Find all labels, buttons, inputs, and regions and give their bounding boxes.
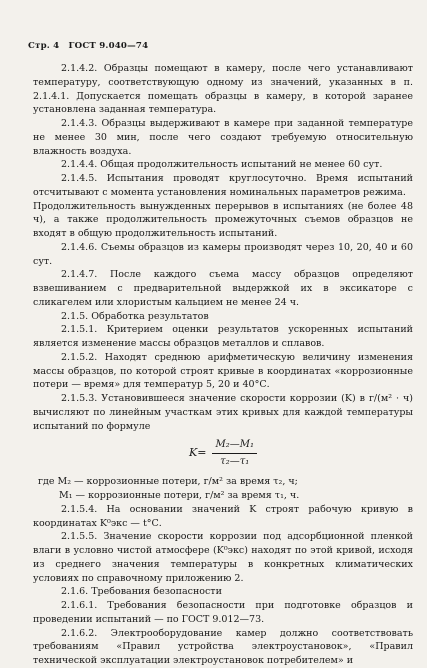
section-heading: 2.1.5. Обработка результатов <box>61 310 209 322</box>
rate-formula <box>33 435 413 471</box>
body-text <box>33 62 413 668</box>
paragraph: 2.1.6.2. Электрооборудование камер должно соответствовать требованиям «Правил устройства электроустановок», «Правил технической эксплуатации электроустановок потребителем» и <box>33 627 413 666</box>
formula-fraction <box>212 438 257 469</box>
paragraph: 2.1.5.1. Критерием оценки результатов ускоренных испытаний является изменение массы образцов металлов и сплавов. <box>33 324 413 349</box>
paragraph: 2.1.5.2. Находят среднюю арифметическую величину изменения массы образцов, по которой строят кривые в координатах «коррозионные потери — время» для температур 5, 20 и 40°С. <box>33 351 413 391</box>
paragraph: 2.1.6.1. Требования безопасности при подготовке образцов и проведении испытаний — по ГОСТ 9.012—73. <box>33 600 413 625</box>
paragraph: 2.1.5.3. Установившееся значение скорости коррозии (K) в г/(м² · ч) вычисляют по линейным участкам этих кривых для каждой температуры испытаний по формуле <box>33 393 413 432</box>
definition-line: где M₂ — коррозионные потери, г/м² за время τ₂, ч; <box>38 476 298 488</box>
paragraph: 2.1.5.5. Значение скорости коррозии под адсорбционной пленкой влаги в условно чистой атмосфере (K⁰экс) находят по этой кривой, исходя из среднего значения температуры в конкретных климатических условиях по справочному приложению 2. <box>33 531 413 584</box>
paragraph: 2.1.4.3. Образцы выдерживают в камере при заданной температуре не менее 30 мин, после чего создают требуемую относительную влажность воздуха. <box>33 118 413 157</box>
paragraph: 2.1.4.2. Образцы помещают в камеру, после чего устанавливают температуру, соответствующую одному из значений, указанных в п. 2.1.4.1. Допускается помещать образцы в камеру, в которой заранее установлена заданная температура. <box>33 63 413 116</box>
paragraph: 2.1.4.7. После каждого съема массу образцов определяют взвешиванием с предварительной выдержкой их в эксикаторе с сликагелем или хлористым кальцием не менее 24 ч. <box>33 269 413 308</box>
formula-lhs: K= <box>189 446 207 460</box>
formula-denominator: τ₂—τ₁ <box>220 455 250 467</box>
section-heading: 2.1.6. Требования безопасности <box>61 586 222 598</box>
standard-code: ГОСТ 9.040—74 <box>68 41 149 51</box>
page-header <box>28 41 154 51</box>
paragraph: 2.1.4.5. Испытания проводят круглосуточно. Время испытаний отсчитывают с момента установления номинальных параметров режима. <box>33 173 413 198</box>
paragraph: 2.1.4.6. Съемы образцов из камеры производят через 10, 20, 40 и 60 сут. <box>33 241 413 267</box>
paragraph: Продолжительность вынужденных перерывов в испытаниях (не более 48 ч), а также продолжительность промежуточных съемов образцов не входят в общую продолжительность испытаний. <box>33 200 413 239</box>
page-number: Стр. 4 <box>28 41 60 51</box>
paragraph: 2.1.4.4. Общая продолжительность испытаний не менее 60 сут. <box>61 159 383 171</box>
definition-line: M₁ — коррозионные потери, г/м² за время τ₁, ч. <box>59 490 300 501</box>
paragraph: 2.1.5.4. На основании значений K строят рабочую кривую в координатах K⁰экс — t°С. <box>33 503 413 529</box>
formula-numerator: M₂—M₁ <box>212 438 257 454</box>
